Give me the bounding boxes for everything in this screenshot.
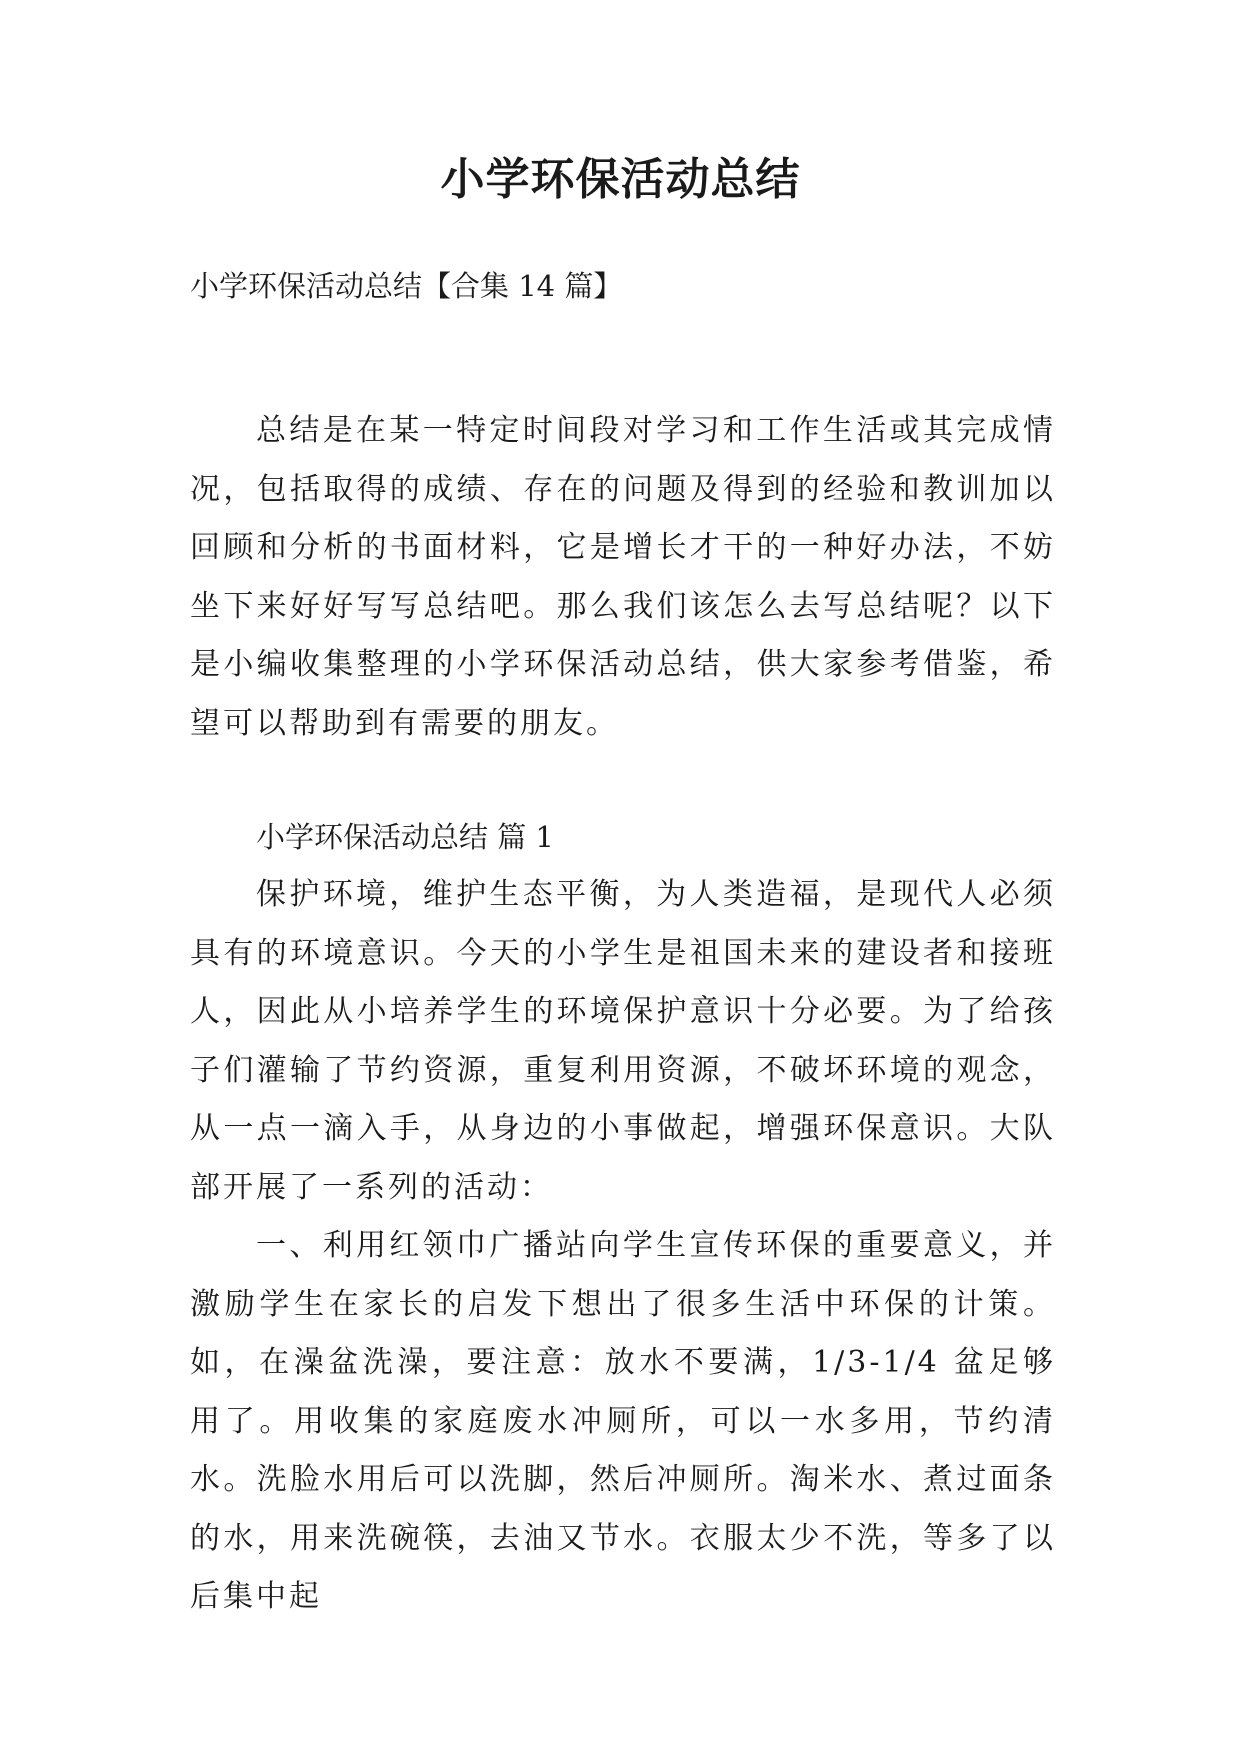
- document-title: 小学环保活动总结: [440, 154, 801, 205]
- section-heading: 小学环保活动总结 篇 1: [256, 820, 554, 854]
- intro-paragraph: 总结是在某一特定时间段对学习和工作生活或其完成情况，包括取得的成绩、存在的问题及得到的经验和教训加以回顾和分析的书面材料，它是增长才干的一种好办法，不妨坐下来好好写写总结吧。那么我们该怎么去写总结呢？以下是小编收集整理的小学环保活动总结，供大家参考借鉴，希望可以帮助到有需要的朋友。: [190, 413, 1056, 741]
- body-paragraph: 保护环境，维护生态平衡，为人类造福，是现代人必须具有的环境意识。今天的小学生是祖国未来的建设者和接班人，因此从小培养学生的环境保护意识十分必要。为了给孩子们灌输了节约资源，重复利用资源，不破坏环境的观念，从一点一滴入手，从身边的小事做起，增强环保意识。大队部开展了一系列的活动：: [190, 877, 1056, 1205]
- body-paragraph: 一、利用红领巾广播站向学生宣传环保的重要意义，并激励学生在家长的启发下想出了很多生活中环保的计策。如，在澡盆洗澡，要注意：放水不要满，1/3-1/4 盆足够用了。用收集的家庭废水冲厕所，可以一水多用，节约清水。洗脸水用后可以洗脚，然后冲厕所。淘米水、煮过面条的水，用来洗碗筷，去油又节水。衣服太少不洗，等多了以后集中起: [190, 1228, 1056, 1614]
- article-section-1: [190, 808, 1056, 1627]
- document-subtitle: 小学环保活动总结【合集 14 篇】: [190, 269, 623, 303]
